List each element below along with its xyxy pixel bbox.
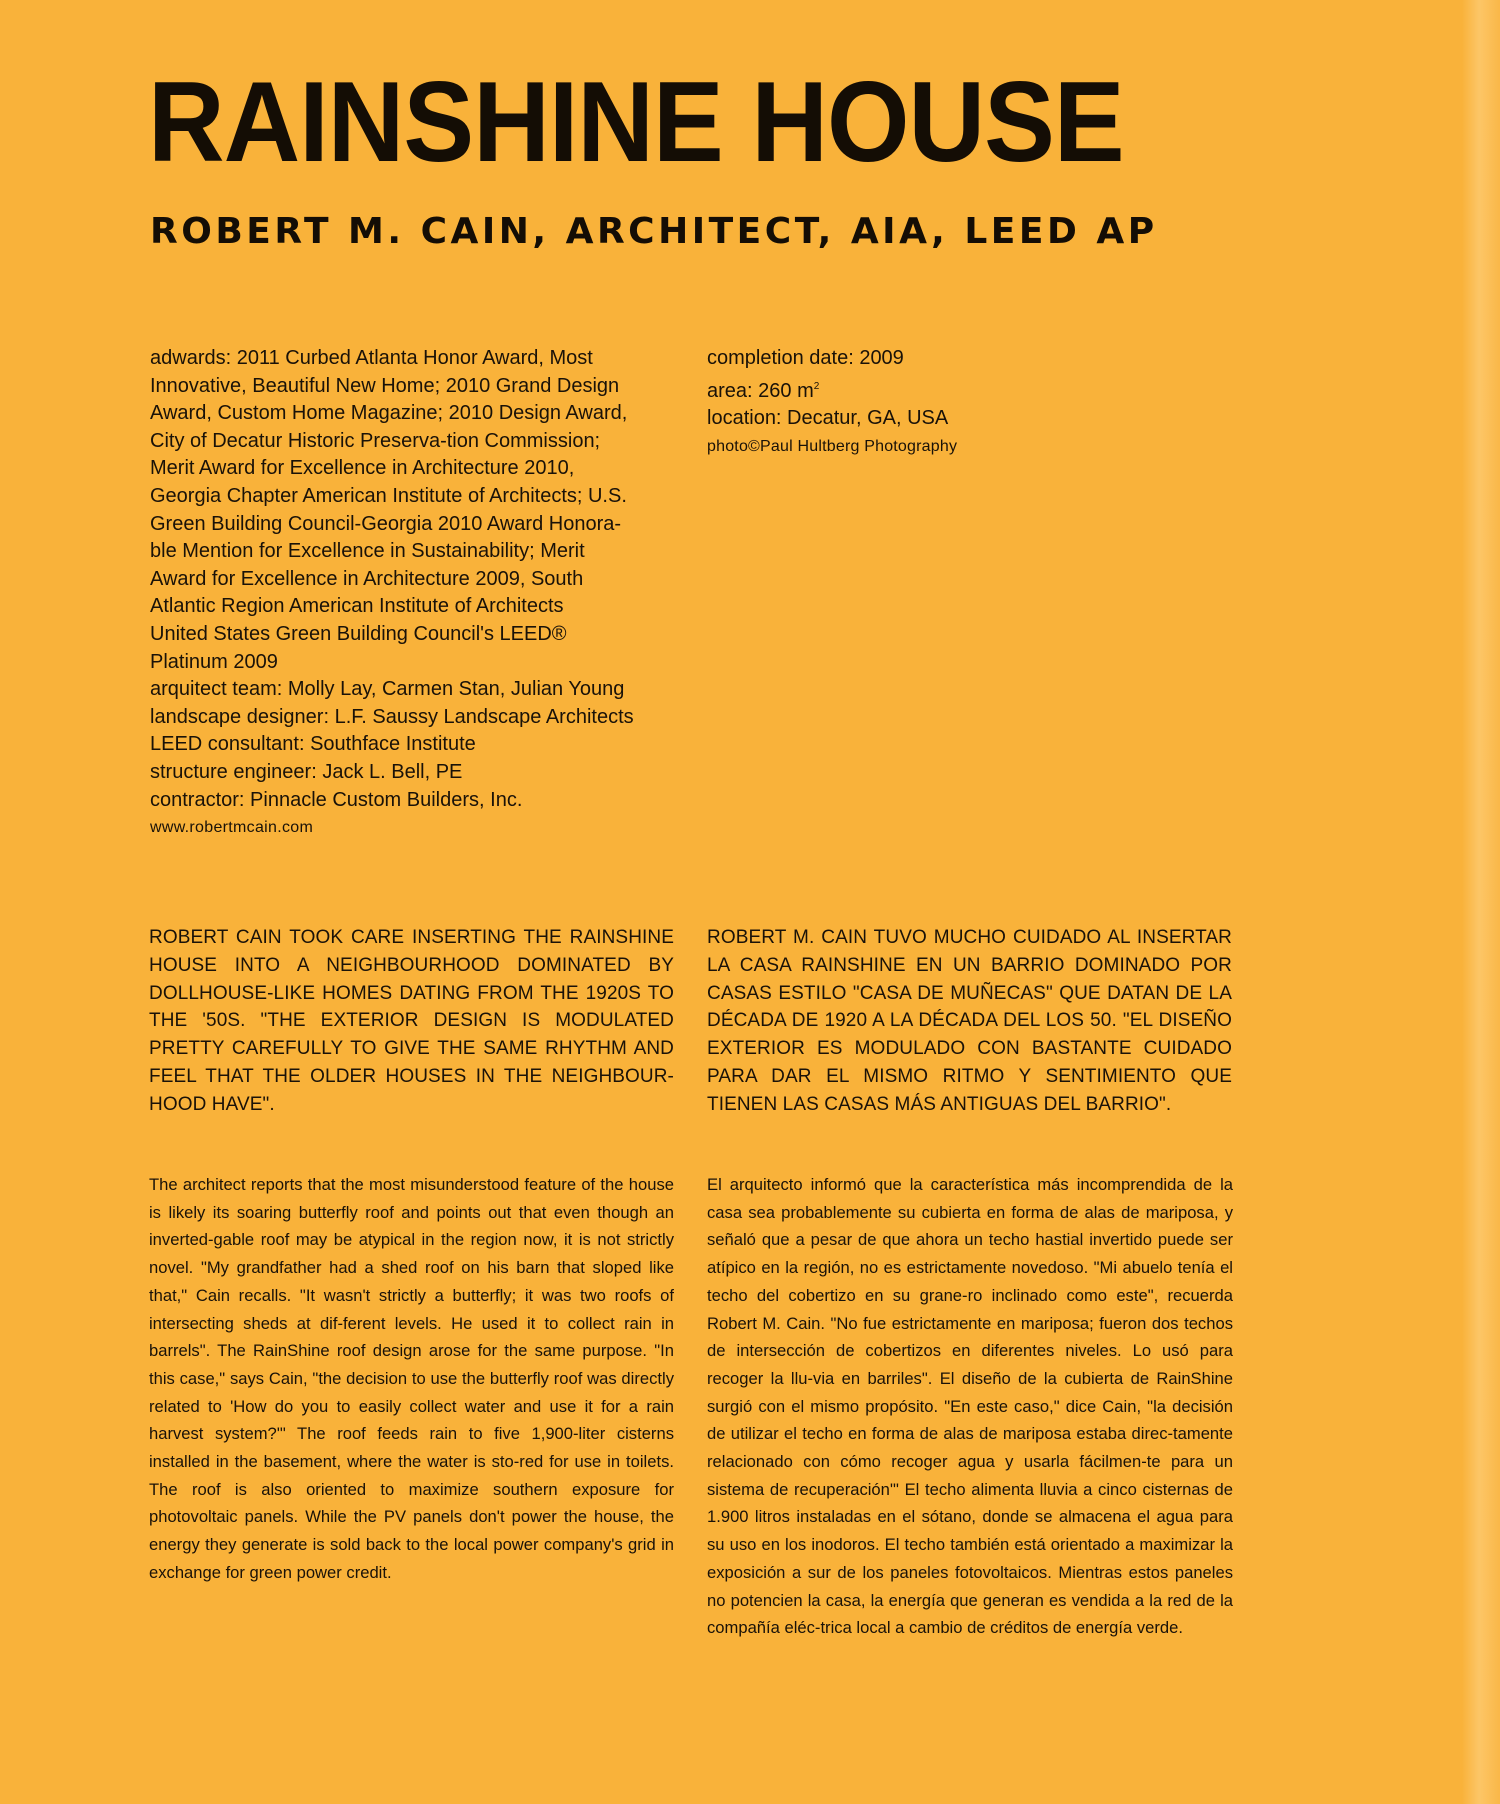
page-spine-shade xyxy=(1462,0,1500,1804)
page-title: RAINSHINE HOUSE xyxy=(148,59,1124,186)
credit-structure-engineer: structure engineer: Jack L. Bell, PE xyxy=(150,760,463,783)
completion-date: completion date: 2009 xyxy=(707,347,904,369)
area-value: area: 260 m xyxy=(707,379,814,402)
lead-paragraph-en: ROBERT CAIN TOOK CARE INSERTING THE RAINSHINE HOUSE INTO A NEIGHBOURHOOD DOMINATED BY DOLLHOUSE-LIKE HOMES DATING FROM THE 1920S TO THE '50S. "THE EXTERIOR DESIGN IS MODULATED PRETTY CAREFULLY TO GIVE THE SAME RHYTHM AND FEEL THAT THE OLDER HOUSES IN THE NEIGHBOUR-HOOD HAVE". xyxy=(149,927,674,1115)
body-paragraph-es: El arquitecto informó que la característica más incomprendida de la casa sea probablemente su cubierta en forma de alas de mariposa, y señaló que a pesar de que ahora un techo hastial invertido puede ser atípico en la región, no es estrictamente novedoso. "Mi abuelo tenía el techo del cobertizo en su grane-ro inclinado como este", recuerda Robert M. Cain. "No fue estrictamente en mariposa; fueron dos techos de intersección de cobertizos en diferentes niveles. Lo usó para recoger la llu-via en barriles". El diseño de la cubierta de RainShine surgió con el mismo propósito. "En este caso," dice Cain, "la decisión de utilizar el techo en forma de alas de mariposa estaba direc-tamente relacionado con cómo recoger agua y usarla fácilmen-te para un sistema de recuperación'" El techo alimenta lluvia a cinco cisternas de 1.900 litros instaladas en el sótano, donde se almacena el agua para su uso en los inodoros. El techo también está orientado a maximizar la exposición a sur de los paneles fotovoltaicos. Mientras estos paneles no potencien la casa, la energía que generan es vendida a la red de la compañía eléc-trica local a cambio de créditos de energía verde. xyxy=(707,1175,1233,1638)
credit-line: ble Mention for Excellence in Sustainability; Merit xyxy=(150,540,585,563)
area xyxy=(707,373,1127,406)
body-paragraph-en: The architect reports that the most misunderstood feature of the house is likely its soaring butterfly roof and points out that even though an inverted-gable roof may be atypical in the region now, it is not strictly novel. "My grandfather had a shed roof on his barn that sloped like that," Cain recalls. "It wasn't strictly a butterfly; it was two roofs of intersecting sheds at dif-ferent levels. He used it to collect rain in barrels". The RainShine roof design arose for the same purpose. "In this case," says Cain, "the decision to use the butterfly roof was directly related to 'How do you to easily collect water and use it for a rain harvest system?'" The roof feeds rain to five 1,900-liter cisterns installed in the basement, where the water is sto-red for use in toilets. The roof is also oriented to maximize southern exposure for photovoltaic panels. While the PV panels don't power the house, the energy they generate is sold back to the local power company's grid in exchange for green power credit. xyxy=(149,1175,674,1582)
credit-line: Merit Award for Excellence in Architecture 2010, xyxy=(150,457,575,480)
website-link[interactable]: www.robertmcain.com xyxy=(150,819,314,837)
credit-line: Innovative, Beautiful New Home; 2010 Grand Design xyxy=(150,374,620,397)
project-credits xyxy=(150,345,670,842)
credit-line: Award for Excellence in Architecture 2009, South xyxy=(150,567,584,590)
credit-line: Platinum 2009 xyxy=(150,650,278,673)
credit-line: Georgia Chapter American Institute of Architects; U.S. xyxy=(150,484,627,507)
project-meta xyxy=(707,345,1127,460)
location: location: Decatur, GA, USA xyxy=(707,407,949,430)
credit-line: City of Decatur Historic Preserva-tion Commission; xyxy=(150,429,601,452)
credit-leed-consultant: LEED consultant: Southface Institute xyxy=(150,733,476,756)
credit-team: arquitect team: Molly Lay, Carmen Stan, Julian Young xyxy=(150,678,625,701)
credit-landscape: landscape designer: L.F. Saussy Landscape Architects xyxy=(150,705,634,728)
credit-line: Award, Custom Home Magazine; 2010 Design Award, xyxy=(150,402,628,425)
lead-paragraph-es: ROBERT M. CAIN TUVO MUCHO CUIDADO AL INSERTAR LA CASA RAINSHINE EN UN BARRIO DOMINADO POR CASAS ESTILO "CASA DE MUÑECAS" QUE DATAN DE LA DÉCADA DE 1920 A LA DÉCADA DEL LOS 50. "EL DISEÑO EXTERIOR ES MODULADO CON BASTANTE CUIDADO PARA DAR EL MISMO RITMO Y SENTIMIENTO QUE TIENEN LAS CASAS MÁS ANTIGUAS DEL BARRIO". xyxy=(707,927,1232,1115)
architect-subtitle: ROBERT M. CAIN, ARCHITECT, AIA, LEED AP xyxy=(150,211,1158,252)
photo-credit: photo©Paul Hultberg Photography xyxy=(707,437,958,455)
credit-line: Atlantic Region American Institute of Architects xyxy=(150,595,564,618)
credit-line: Green Building Council-Georgia 2010 Award Honora- xyxy=(150,512,622,535)
credit-line: adwards: 2011 Curbed Atlanta Honor Award, Most xyxy=(150,347,593,369)
credit-contractor: contractor: Pinnacle Custom Builders, Inc. xyxy=(150,788,523,811)
credit-line: United States Green Building Council's LEED® xyxy=(150,622,567,645)
area-unit-superscript: 2 xyxy=(813,380,820,392)
